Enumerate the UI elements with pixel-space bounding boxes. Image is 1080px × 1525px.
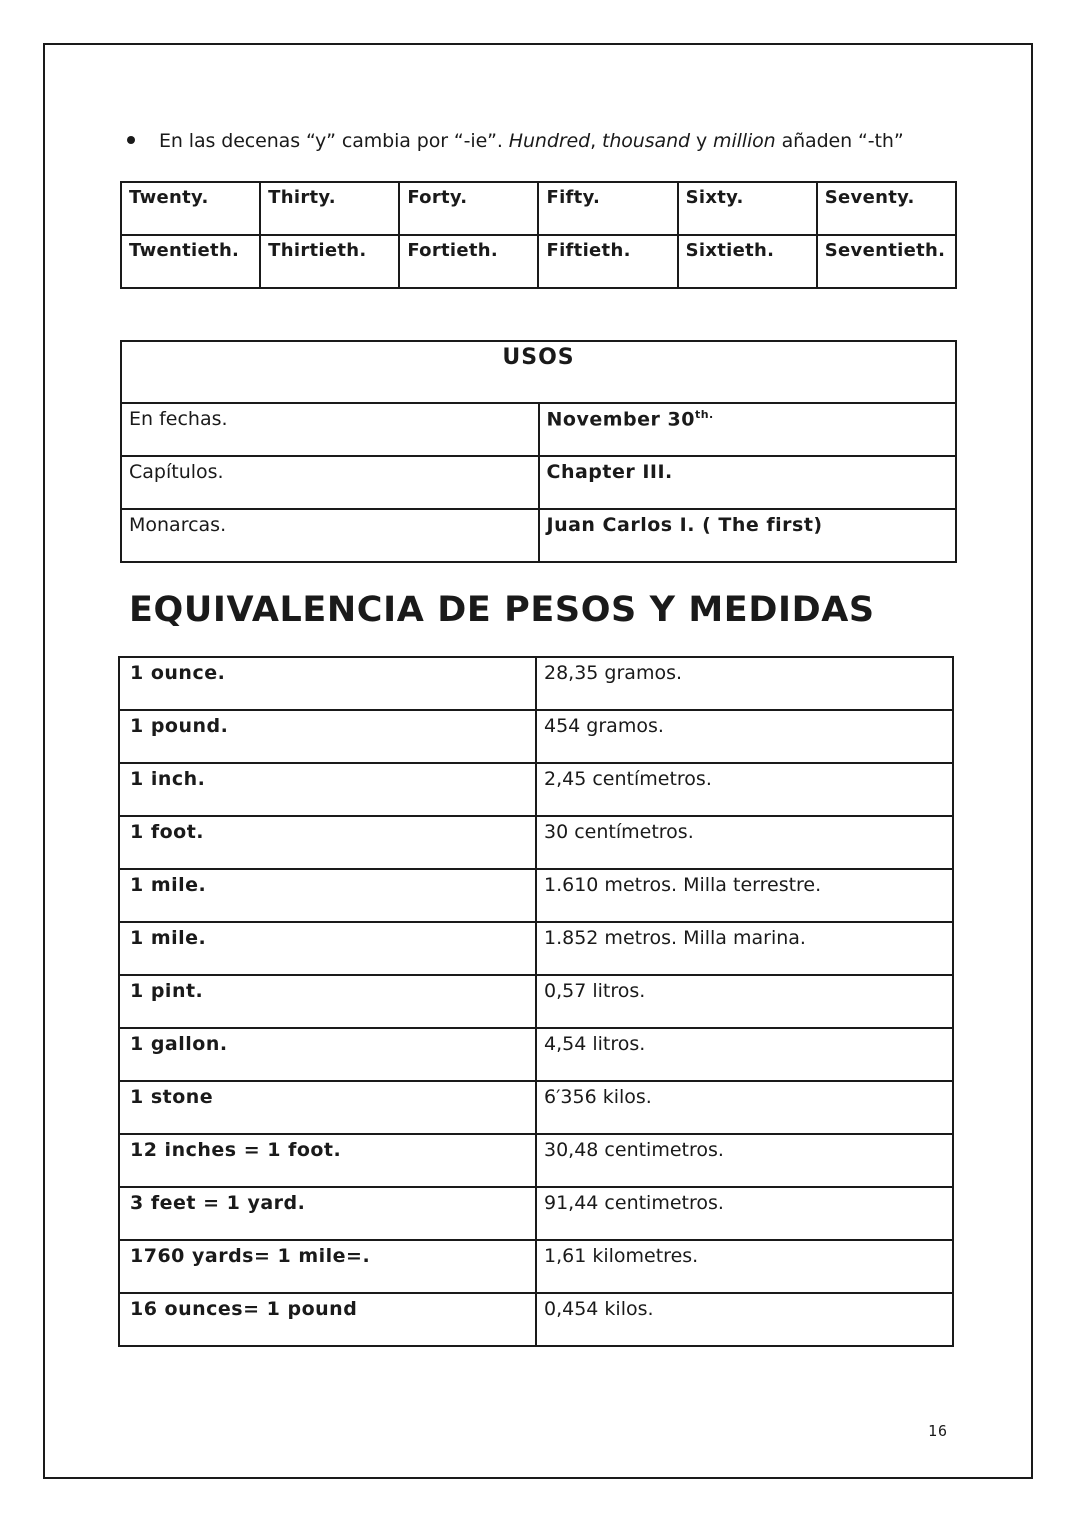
value-cell: 28,35 gramos.	[536, 657, 953, 710]
bullet-text-end: añaden “-th”	[775, 130, 904, 152]
ordinals-row	[121, 235, 956, 288]
cardinals-row	[121, 182, 956, 235]
intro-bullet	[127, 130, 904, 152]
cardinal-cell: Sixty.	[678, 182, 817, 235]
usos-row	[121, 509, 956, 562]
unit-cell: 1760 yards= 1 mile=.	[119, 1240, 536, 1293]
cardinal-cell: Fifty.	[538, 182, 677, 235]
value-cell: 1,61 kilometres.	[536, 1240, 953, 1293]
value-cell: 454 gramos.	[536, 710, 953, 763]
unit-cell: 16 ounces= 1 pound	[119, 1293, 536, 1346]
unit-cell: 3 feet = 1 yard.	[119, 1187, 536, 1240]
unit-cell: 1 gallon.	[119, 1028, 536, 1081]
value-cell: 0,454 kilos.	[536, 1293, 953, 1346]
value-cell: 91,44 centimetros.	[536, 1187, 953, 1240]
table-row	[119, 710, 953, 763]
usos-example-cell: Chapter III.	[539, 456, 957, 509]
table-row	[119, 975, 953, 1028]
table-row	[119, 1028, 953, 1081]
unit-cell: 1 pound.	[119, 710, 536, 763]
unit-cell: 1 ounce.	[119, 657, 536, 710]
cardinal-cell: Thirty.	[260, 182, 399, 235]
ordinal-suffix: th.	[694, 408, 714, 421]
tens-ordinals-table	[120, 181, 957, 289]
usos-use-cell: Capítulos.	[121, 456, 539, 509]
table-row	[119, 1187, 953, 1240]
usos-use-cell: En fechas.	[121, 403, 539, 456]
unit-cell: 12 inches = 1 foot.	[119, 1134, 536, 1187]
ordinal-cell: Sixtieth.	[678, 235, 817, 288]
value-cell: 30,48 centimetros.	[536, 1134, 953, 1187]
table-row	[119, 922, 953, 975]
usos-example-cell	[539, 403, 957, 456]
value-cell: 4,54 litros.	[536, 1028, 953, 1081]
bullet-text: En las decenas “y” cambia por “-ie”.	[159, 130, 509, 152]
table-row	[119, 869, 953, 922]
page-number: 16	[928, 1422, 949, 1440]
usos-row	[121, 403, 956, 456]
unit-cell: 1 mile.	[119, 922, 536, 975]
value-cell: 1.610 metros. Milla terrestre.	[536, 869, 953, 922]
value-cell: 2,45 centímetros.	[536, 763, 953, 816]
ordinal-cell: Fortieth.	[399, 235, 538, 288]
ordinal-cell: Fiftieth.	[538, 235, 677, 288]
unit-cell: 1 pint.	[119, 975, 536, 1028]
value-cell: 30 centímetros.	[536, 816, 953, 869]
table-row	[119, 1293, 953, 1346]
section-title: EQUIVALENCIA DE PESOS Y MEDIDAS	[129, 590, 875, 630]
table-row	[119, 1240, 953, 1293]
measures-table	[118, 656, 954, 1347]
value-cell: 1.852 metros. Milla marina.	[536, 922, 953, 975]
usos-example-cell: Juan Carlos I. ( The first)	[539, 509, 957, 562]
bullet-hundred: Hundred	[508, 130, 591, 152]
ordinal-cell: Thirtieth.	[260, 235, 399, 288]
usos-table	[120, 340, 957, 563]
value-cell: 6′356 kilos.	[536, 1081, 953, 1134]
bullet-sep: y	[690, 130, 714, 152]
usos-header-row	[121, 341, 956, 403]
unit-cell: 1 foot.	[119, 816, 536, 869]
bullet-thousand: thousand	[601, 130, 690, 152]
table-row	[119, 1134, 953, 1187]
table-row	[119, 816, 953, 869]
bullet-sep: ,	[590, 130, 602, 152]
usos-use-cell: Monarcas.	[121, 509, 539, 562]
table-row	[119, 763, 953, 816]
bullet-icon	[127, 136, 135, 144]
table-row	[119, 1081, 953, 1134]
value-cell: 0,57 litros.	[536, 975, 953, 1028]
table-row	[119, 657, 953, 710]
cardinal-cell: Twenty.	[121, 182, 260, 235]
usos-example-text: November 30	[546, 408, 695, 431]
usos-row	[121, 456, 956, 509]
ordinal-cell: Twentieth.	[121, 235, 260, 288]
unit-cell: 1 inch.	[119, 763, 536, 816]
usos-title: USOS	[121, 341, 956, 403]
cardinal-cell: Forty.	[399, 182, 538, 235]
unit-cell: 1 stone	[119, 1081, 536, 1134]
bullet-million: million	[713, 130, 776, 152]
unit-cell: 1 mile.	[119, 869, 536, 922]
cardinal-cell: Seventy.	[817, 182, 956, 235]
ordinal-cell: Seventieth.	[817, 235, 956, 288]
